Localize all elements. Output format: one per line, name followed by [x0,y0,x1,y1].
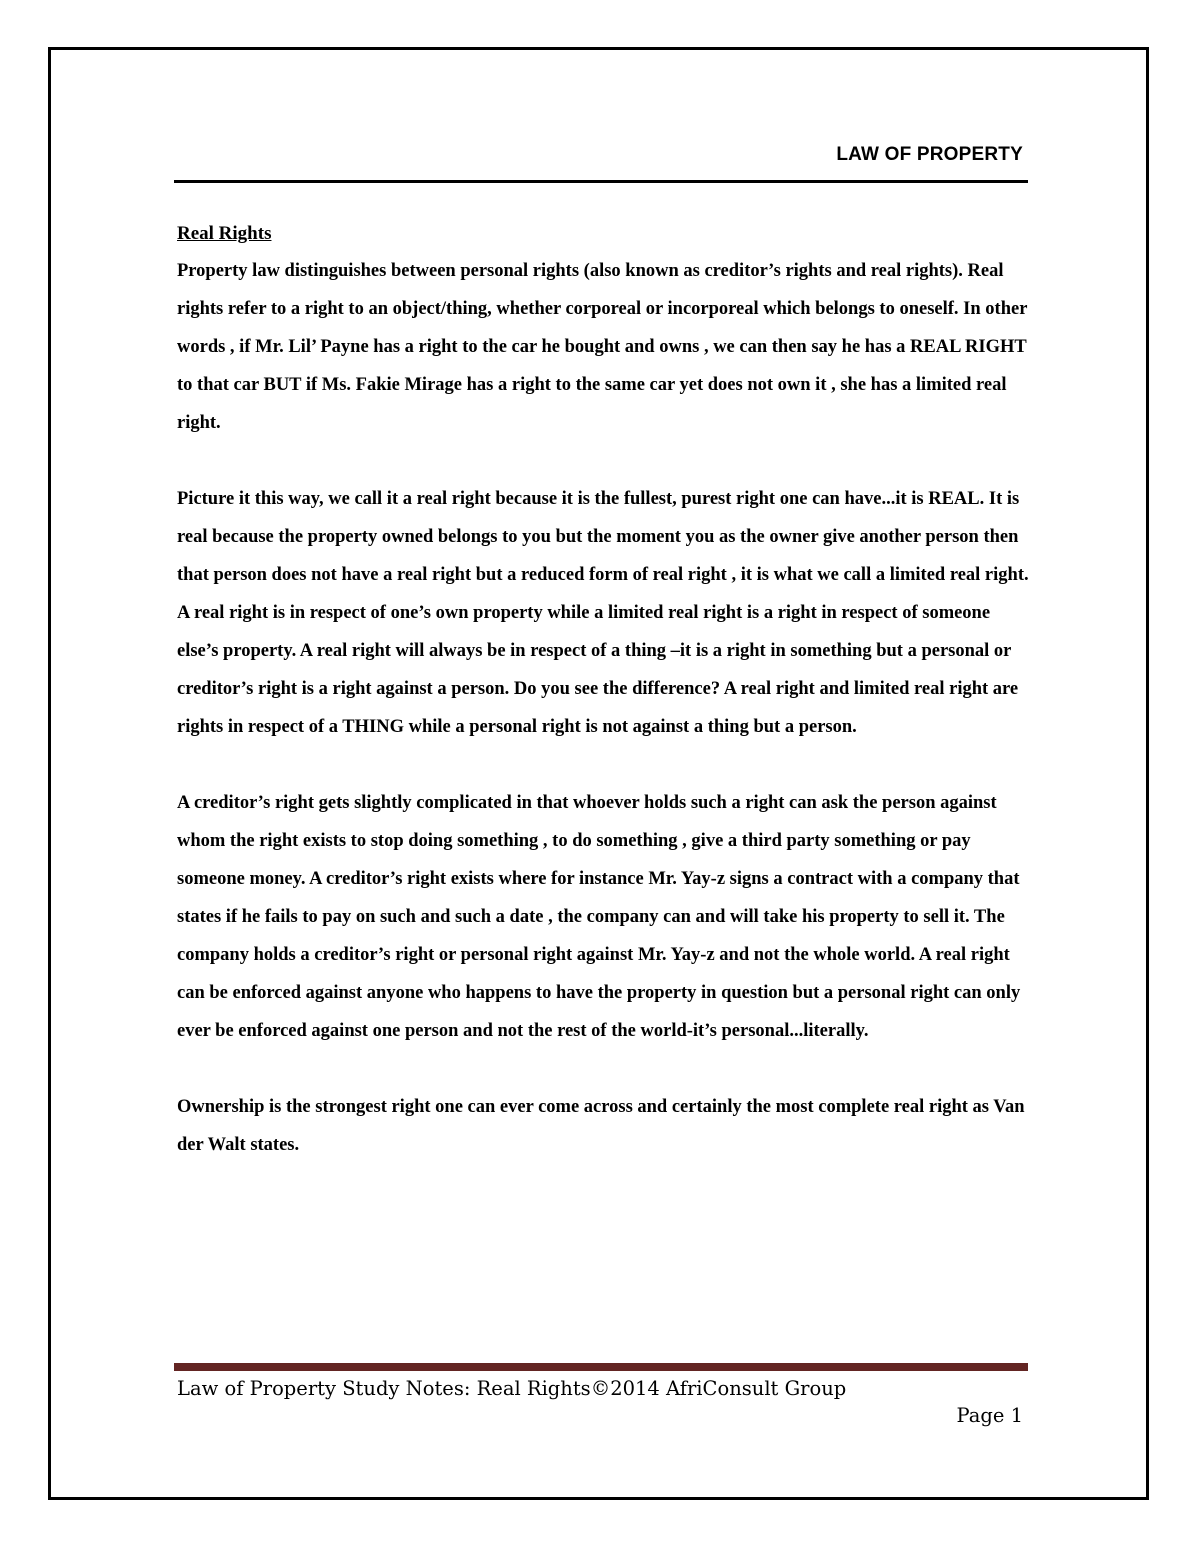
page-number: Page 1 [956,1404,1023,1427]
footer-rule [174,1363,1028,1371]
document-body [177,220,1029,1164]
paragraph-4: Ownership is the strongest right one can ever come across and certainly the most complete real right as Van der Walt states. [177,1097,1025,1155]
header-rule [174,180,1028,183]
footer-text: Law of Property Study Notes: Real Rights©2014 AfriConsult Group [177,1377,847,1400]
paragraph-3: A creditor’s right gets slightly complicated in that whoever holds such a right can ask the person against whom the right exists to stop doing something , to do something , give a third party something or pay someone money. A creditor’s right exists where for instance Mr. Yay-z signs a contract with a company that states if he fails to pay on such and such a date , the company can and will take his property to sell it. The company holds a creditor’s right or personal right against Mr. Yay-z and not the whole world. A real right can be enforced against anyone who happens to have the property in question but a personal right can only ever be enforced against one person and not the rest of the world-it’s personal...literally. [177,793,1021,1041]
section-heading: Real Rights [177,223,272,244]
header-title: LAW OF PROPERTY [836,144,1023,165]
paragraph-2: Picture it this way, we call it a real right because it is the fullest, purest right one can have...it is REAL. It is real because the property owned belongs to you but the moment you as the owner give another person then that person does not have a real right but a reduced form of real right , it is what we call a limited real right. A real right is in respect of one’s own property while a limited real right is a right in respect of someone else’s property. A real right will always be in respect of a thing –it is a right in something but a personal or creditor’s right is a right against a person. Do you see the difference? A real right and limited real right are rights in respect of a THING while a personal right is not against a thing but a person. [177,489,1029,737]
paragraph-1: Property law distinguishes between personal rights (also known as creditor’s rights and real rights). Real rights refer to a right to an object/thing, whether corporeal or incorporeal which belongs to oneself. In other words , if Mr. Lil’ Payne has a right to the car he bought and owns , we can then say he has a REAL RIGHT to that car BUT if Ms. Fakie Mirage has a right to the same car yet does not own it , she has a limited real right. [177,261,1028,433]
